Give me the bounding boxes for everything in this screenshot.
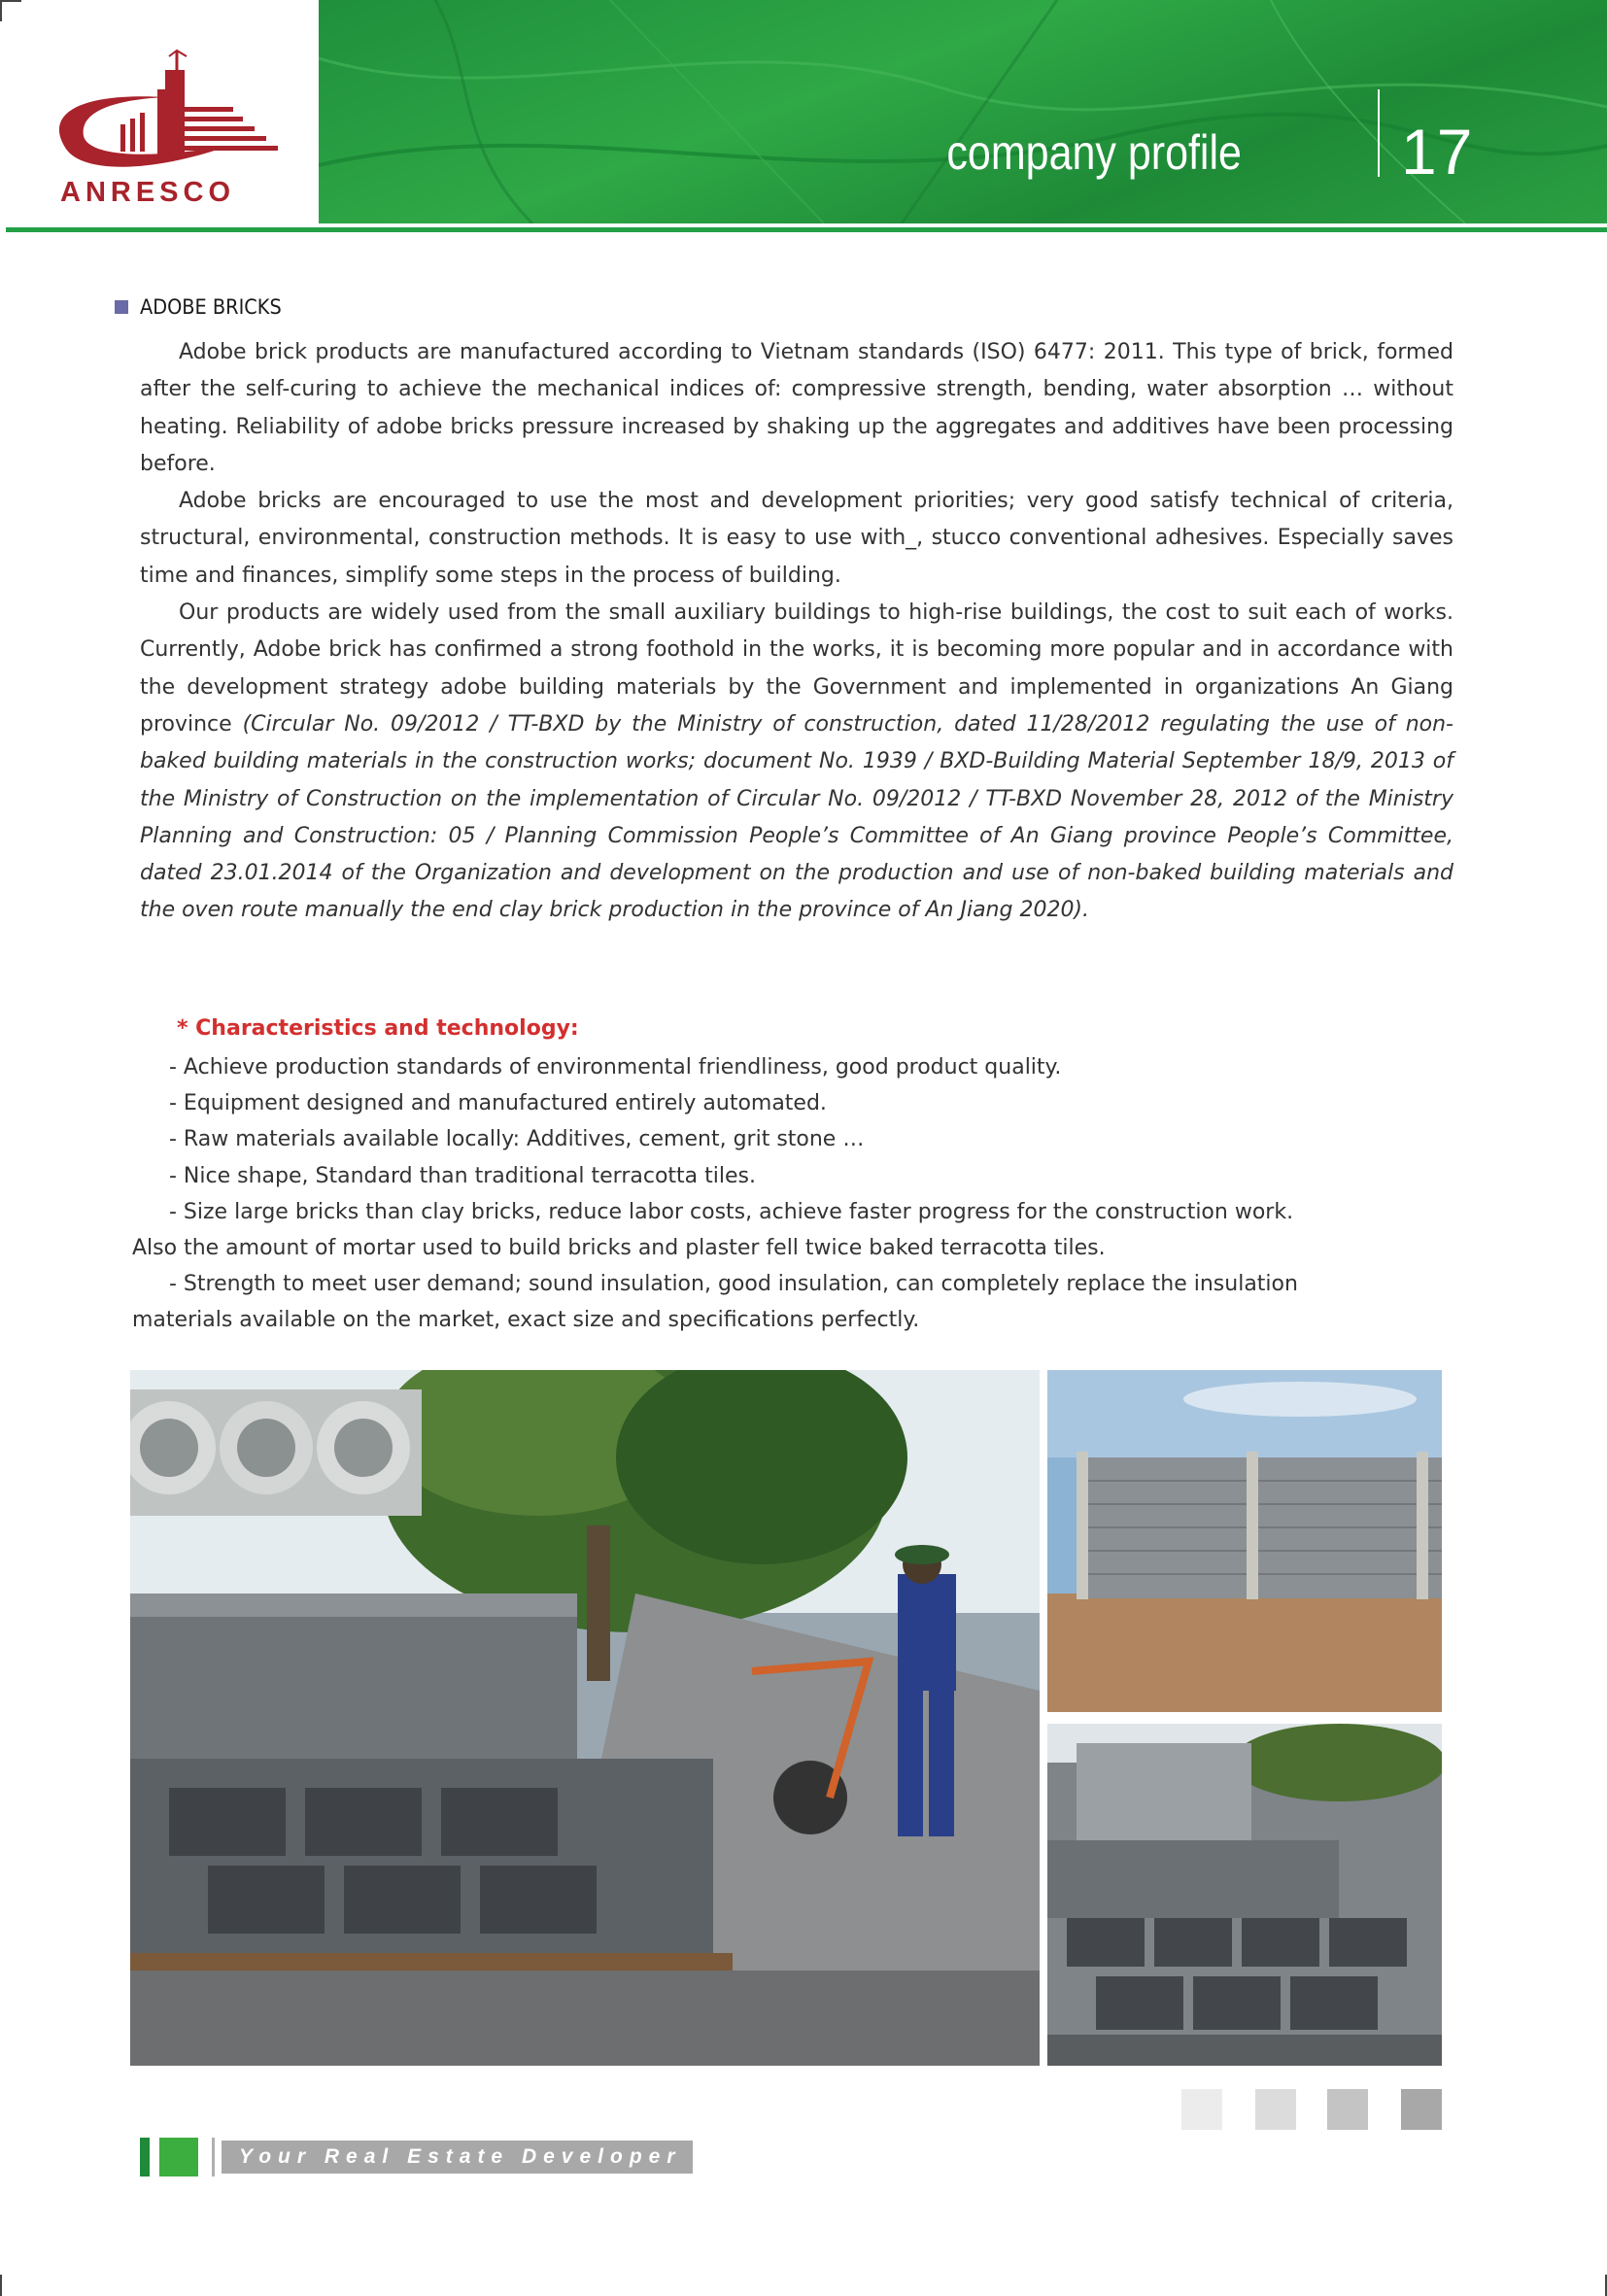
- footer-swatch: [1401, 2089, 1442, 2130]
- banner-texture: [319, 0, 1607, 223]
- header-rule: [6, 227, 1607, 232]
- characteristics-list: [132, 1049, 1424, 1339]
- paragraph-2: Adobe bricks are encouraged to use the most and development priorities; very good satisfy technical of criteria, structural, environmental, construction methods. It is easy to use with_, stucco conventional adhesives. Especially saves time and finances, simplify some steps in the process of building.: [140, 489, 1453, 588]
- footer-swatch: [1181, 2089, 1222, 2130]
- list-item: - Strength to meet user demand; sound insulation, good insulation, can completely replace the insulation: [169, 1272, 1298, 1297]
- footer-tagline: Your Real Estate Developer: [222, 2141, 693, 2174]
- logo-wordmark: ANRESCO: [60, 177, 236, 208]
- list-item: - Nice shape, Standard than traditional terracotta tiles.: [169, 1163, 756, 1188]
- crop-mark-tl: [0, 0, 2, 21]
- square-bullet-icon: [115, 300, 128, 314]
- list-item: - Equipment designed and manufactured entirely automated.: [169, 1091, 827, 1116]
- footer-separator: [212, 2138, 215, 2176]
- paragraph-3-citation: (Circular No. 09/2012 / TT-BXD by the Ministry of construction, dated 11/28/2012 regulating the use of non-baked building materials in the construction works; document No. 1939 / BXD-Building Material September 18/9, 2013 of the Ministry of Construction on the implementation of Circular No. 09/2012 / TT-BXD November 28, 2012 of the Ministry Planning and Construction: 05 / Planning Commission People’s Committee of An Giang province People’s Committee, dated 23.01.2014 of the Organization and development on the production and use of non-baked building materials and the oven route manually the end clay brick production in the province of An Jiang 2020).: [140, 711, 1453, 923]
- crop-mark-bl: [0, 2275, 2, 2296]
- footer-bar-icon: [140, 2138, 150, 2176]
- characteristics-heading: * Characteristics and technology:: [177, 1016, 579, 1041]
- header-banner: [319, 0, 1607, 223]
- section-heading: [115, 295, 293, 319]
- list-item: - Size large bricks than clay bricks, reduce labor costs, achieve faster progress for the construction work.: [169, 1199, 1294, 1224]
- list-item: - Raw materials available locally: Additives, cement, grit stone …: [169, 1127, 865, 1152]
- footer-swatch: [1255, 2089, 1296, 2130]
- list-item-continuation: materials available on the market, exact size and specifications perfectly.: [132, 1308, 920, 1333]
- footer-swatch: [1327, 2089, 1368, 2130]
- header-divider: [1378, 89, 1380, 177]
- header-title: company profile: [946, 125, 1242, 180]
- section-title: ADOBE BRICKS: [140, 295, 282, 319]
- paragraph-3: [140, 595, 1453, 930]
- paragraph-1: Adobe brick products are manufactured according to Vietnam standards (ISO) 6477: 2011. This type of brick, formed after the self-curing to achieve the mechanical indices of: compressive strength, bending, water absorption … without heating. Reliability of adobe bricks pressure increased by shaking up the aggregates and additives have been processing before.: [140, 340, 1453, 476]
- company-logo: [6, 0, 317, 223]
- list-item-continuation: Also the amount of mortar used to build bricks and plaster fell twice baked terracotta tiles.: [132, 1236, 1106, 1261]
- page-number: 17: [1401, 116, 1473, 188]
- footer-block-icon: [159, 2138, 198, 2176]
- paragraph-3-text: Our products are widely used from the small auxiliary buildings to high-rise buildings, the cost to suit each of works. Currently, Adobe brick has confirmed a strong foothold in the works, it is becoming more popular and in accordance with the development strategy adobe building materials by the Government and implemented in organizations An Giang province: [140, 600, 1453, 737]
- photo-brick-stacks: [1047, 1724, 1442, 2066]
- list-item: - Achieve production standards of environmental friendliness, good product quality.: [169, 1055, 1062, 1079]
- photo-brick-yard-worker: [130, 1370, 1040, 2066]
- section-body: [140, 334, 1453, 930]
- photo-brick-wall: [1047, 1370, 1442, 1712]
